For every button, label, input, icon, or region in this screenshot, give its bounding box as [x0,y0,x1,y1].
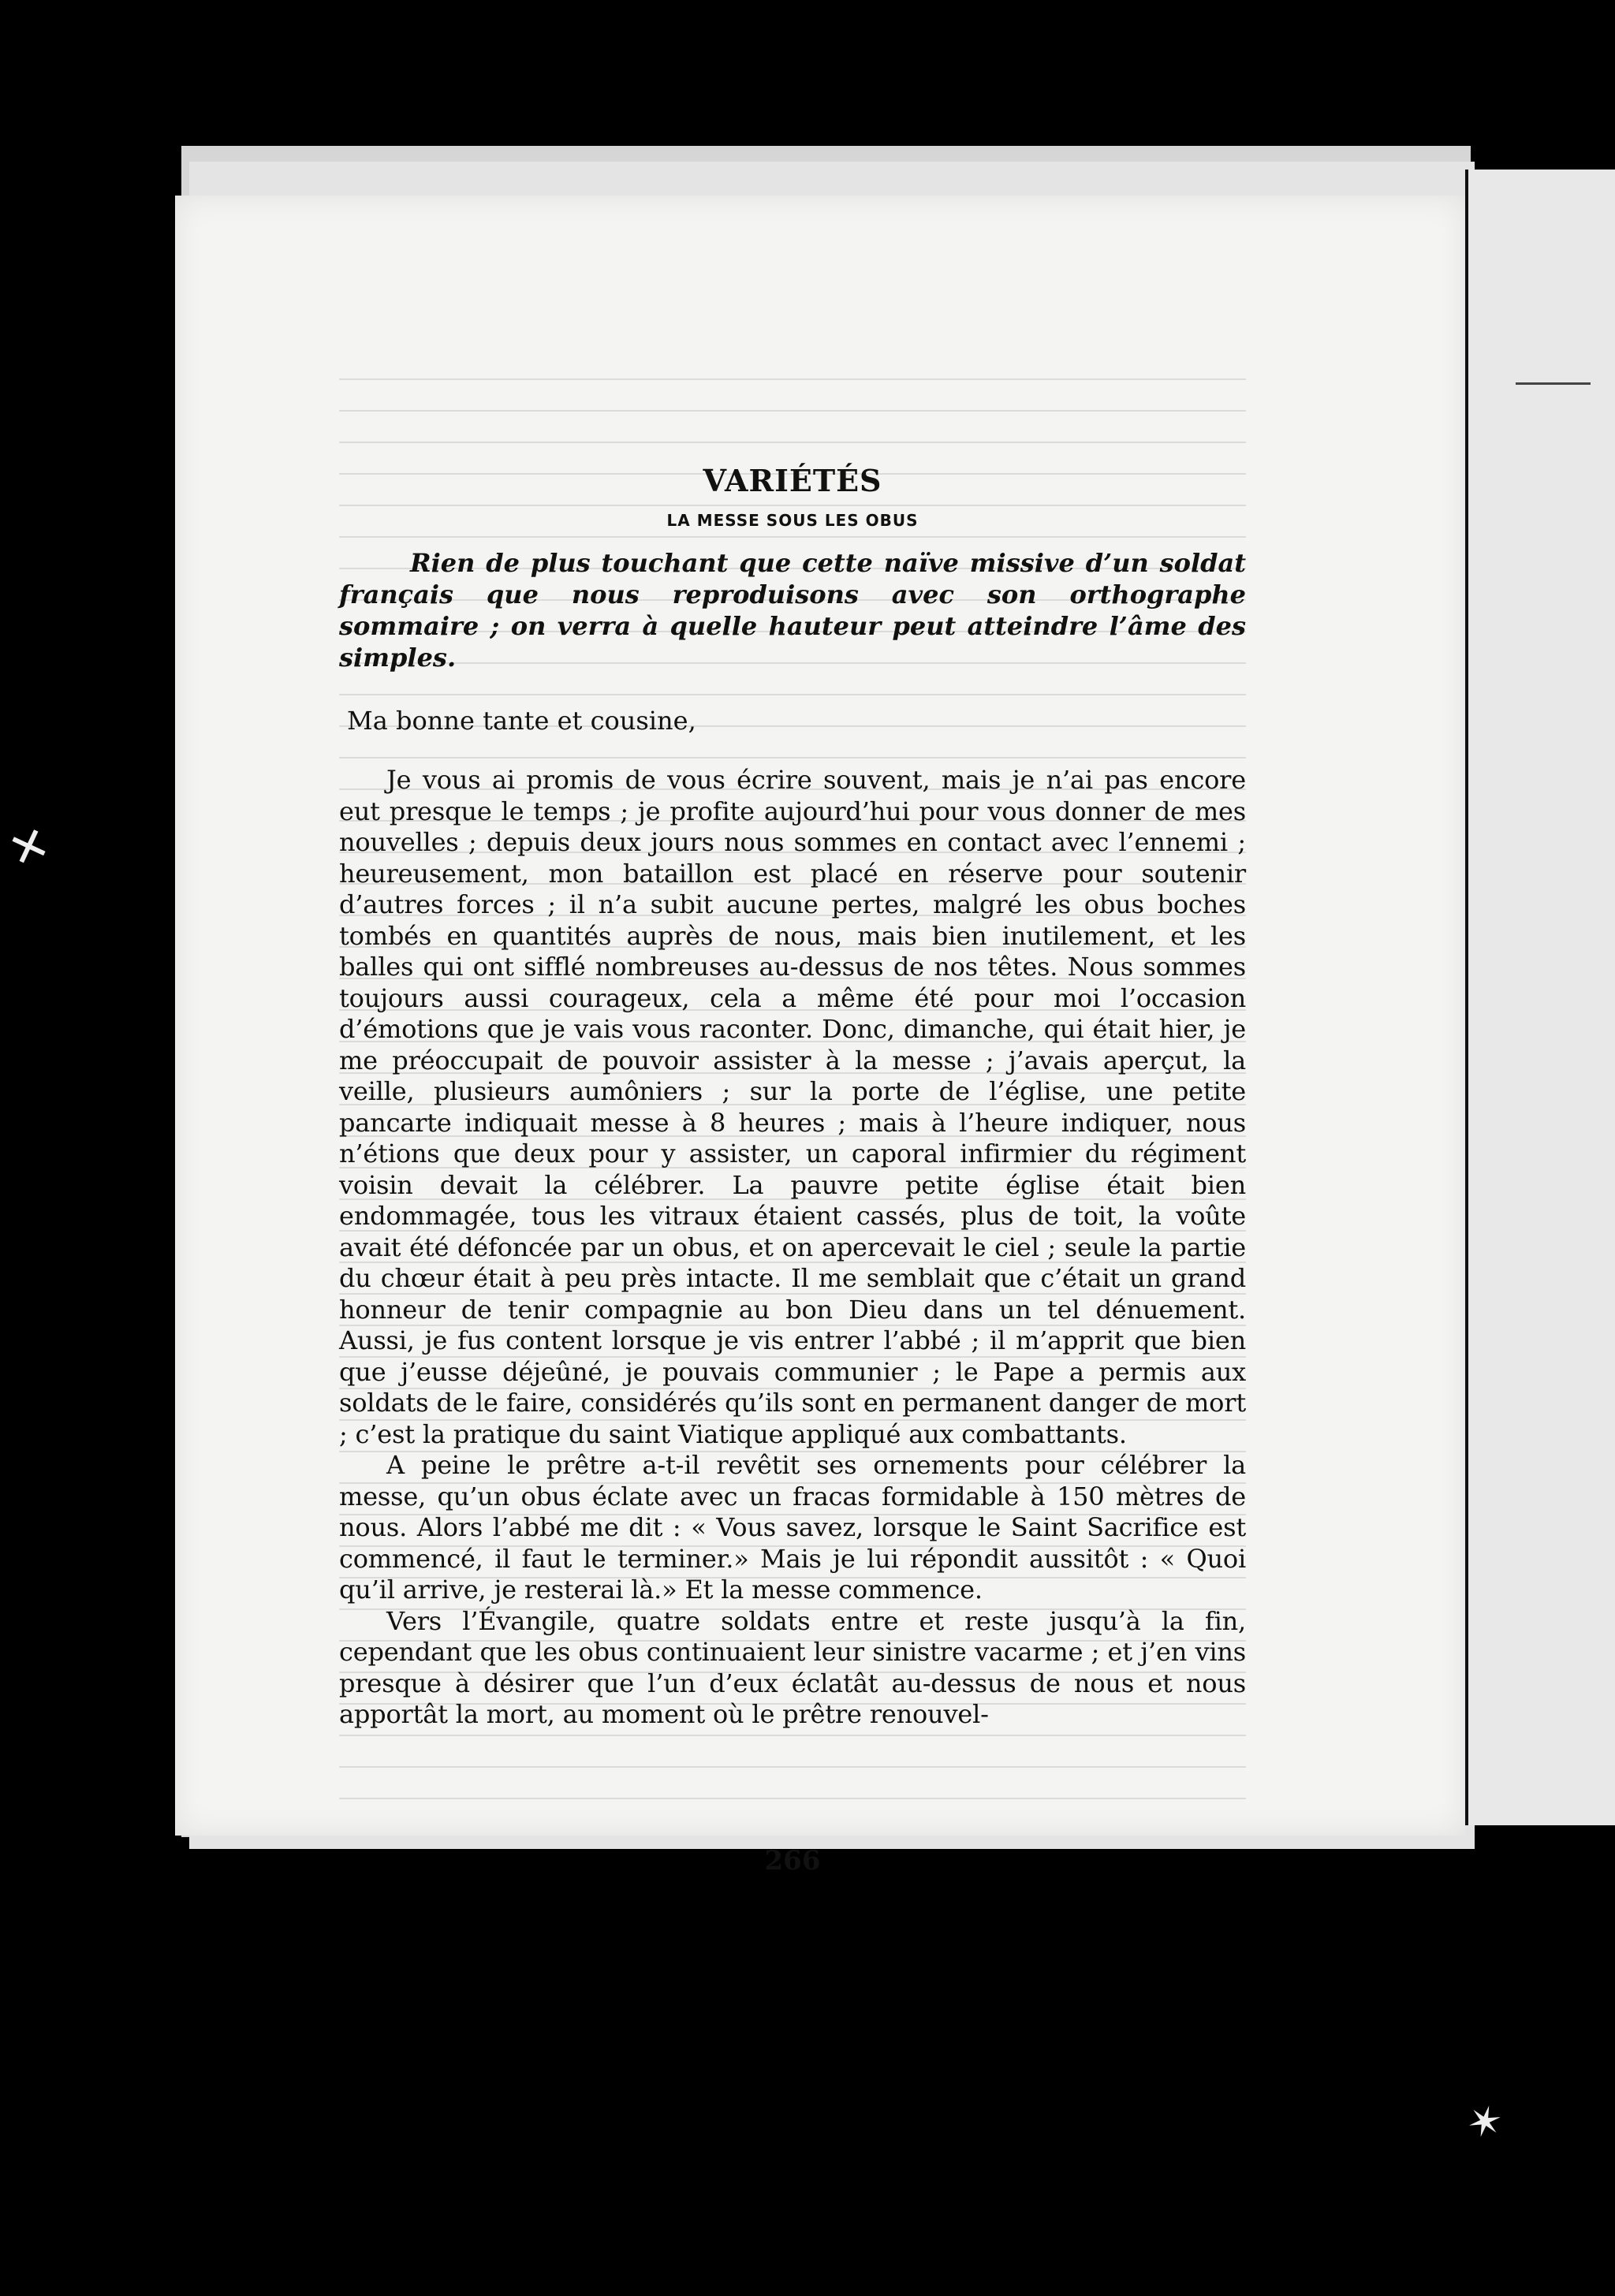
article-title: LA MESSE SOUS LES OBUS [666,511,919,530]
facing-page-mark [1516,382,1591,385]
article-intro: Rien de plus touchant que cette naïve missive d’un soldat français que nous reproduisons avec son orthographe sommaire ; on verra à quelle hauteur peut atteindre l’âme des simples. [339,548,1246,673]
scan-debris-mark: ✶ [1460,2093,1509,2151]
facing-page-edge [1465,170,1615,1825]
section-title: VARIÉTÉS [703,463,882,498]
page-number: 266 [764,1845,821,1877]
letter-paragraph-3: Vers l’Évangile, quatre soldats entre et reste jusqu’à la fin, cependant que les obus continuaient leur sinistre vacarme ; et j’en vins presque à désirer que l’un d’eux éclatât au-dessus de nous et nous apportât la mort, au moment où le prêtre renouvel- [339,1605,1246,1729]
letter-paragraph-2: A peine le prêtre a-t-il revêtit ses ornements pour célébrer la messe, qu’un obus éclate avec un fracas formidable à 150 mètres de nous. Alors l’abbé me dit : « Vous savez, lorsque le Saint Sacrifice est commencé, il faut le terminer.» Mais je lui répondit aussitôt : « Quoi qu’il arrive, je resterai là.» Et la messe commence. [339,1450,1246,1605]
scan-debris-mark: ✕ [1,814,58,881]
letter-salutation: Ma bonne tante et cousine, [347,706,696,736]
letter-paragraph-1: Je vous ai promis de vous écrire souvent, mais je n’ai pas encore eut presque le temps ; je profite aujourd’hui pour vous donner de mes nouvelles ; depuis deux jours nous sommes en contact avec l’ennemi ; heureusement, mon bataillon est placé en réserve pour soutenir d’autres forces ; il n’a subit aucune pertes, malgré les obus boches tombés en quantités auprès de nous, mais bien inutilement, et les balles qui ont sifflé nombreuses au-dessus de nos têtes. Nous sommes toujours aussi courageux, cela a même été pour moi l’occasion d’émotions que je vais vous raconter. Donc, dimanche, qui était hier, je me préoccupait de pouvoir assister à la messe ; j’avais aperçut, la veille, plusieurs aumôniers ; sur la porte de l’église, une petite pancarte indiquait messe à 8 heures ; mais à l’heure indiquer, nous n’étions que deux pour y assister, un caporal infirmier du régiment voisin devait la célébrer. La pauvre petite église était bien endommagée, tous les vitraux étaient cassés, plus de toit, la voûte avait été défoncée par un obus, et on apercevait le ciel ; seule la partie du chœur était à peu près intacte. Il me semblait que c’était un grand honneur de tenir compagnie au bon Dieu dans un tel dénuement. Aussi, je fus content lorsque je vis entrer l’abbé ; il m’apprit que bien que j’eusse déjeûné, je pouvais communier ; le Pape a permis aux soldats de le faire, considérés qu’ils sont en permanent danger de mort ; c’est la pratique du saint Viatique appliqué aux combattants. [339,765,1246,1449]
page-footer [339,0,1246,2296]
